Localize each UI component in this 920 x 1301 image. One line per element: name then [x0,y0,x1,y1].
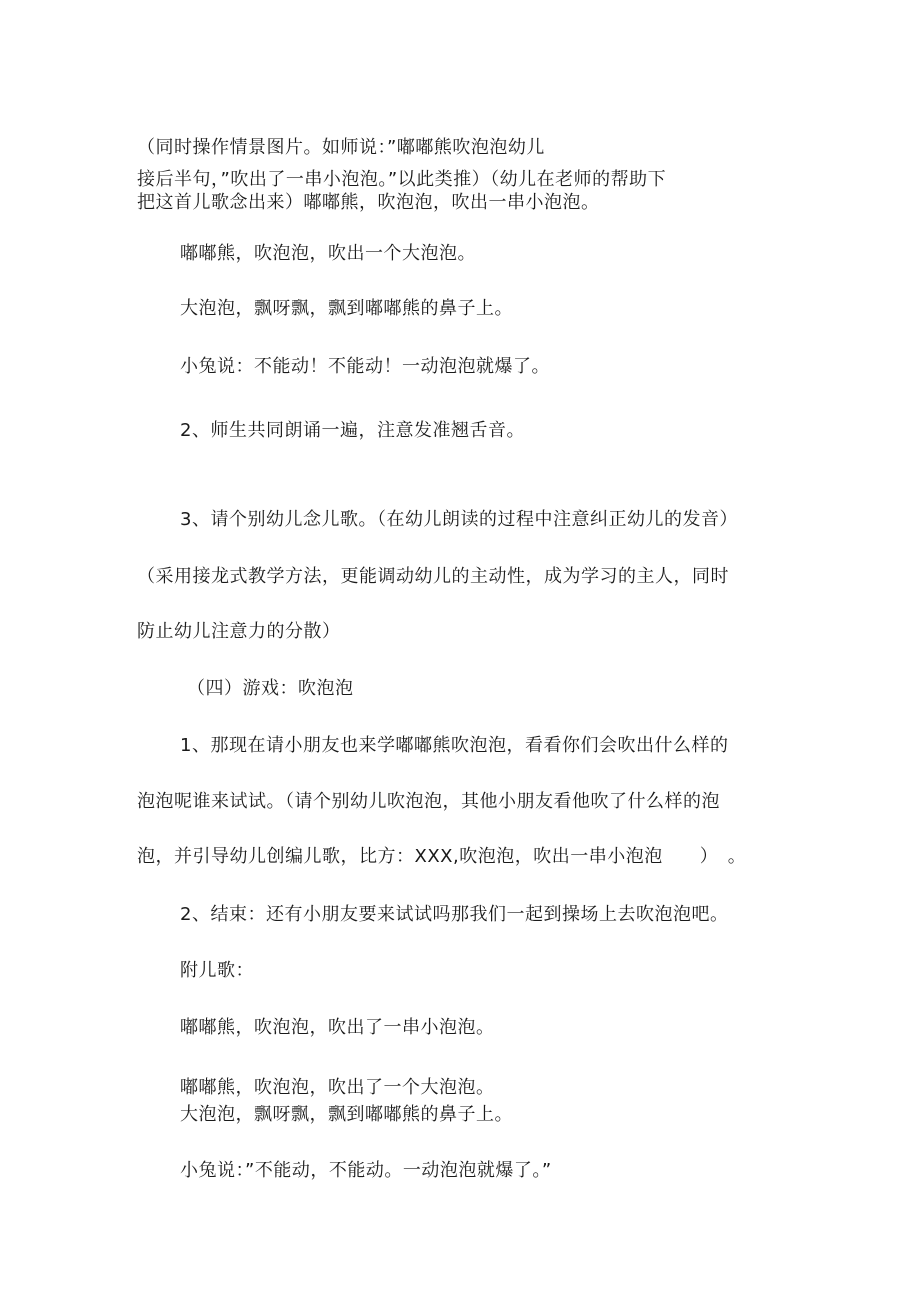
paragraph-line: 附儿歌： [180,960,254,981]
paragraph-line: 接后半句，”吹出了一串小泡泡。”以此类推）（幼儿在老师的帮助下 [137,169,667,190]
poem-line: 嘟嘟熊，吹泡泡，吹出了一个大泡泡。 [180,1077,495,1098]
paragraph-line: 3、请个别幼儿念儿歌。（在幼儿朗读的过程中注意纠正幼儿的发音） [180,509,738,530]
paragraph-line: （同时操作情景图片。如师说：”嘟嘟熊吹泡泡幼儿 [137,137,545,158]
paragraph-line: 防止幼儿注意力的分散） [137,621,341,642]
paragraph-line: 2、师生共同朗诵一遍，注意发准翘舌音。 [180,420,525,441]
paragraph-line: 嘟嘟熊，吹泡泡，吹出一个大泡泡。 [180,243,476,264]
paragraph-line: 把这首儿歌念出来）嘟嘟熊，吹泡泡，吹出一串小泡泡。 [137,192,600,213]
poem-line: 小兔说：”不能动，不能动。一动泡泡就爆了。” [180,1160,552,1181]
section-heading: （四）游戏：吹泡泡 [187,678,354,699]
paragraph-line: 2、结束：还有小朋友要来试试吗那我们一起到操场上去吹泡泡吧。 [180,904,729,925]
paragraph-line: （采用接龙式教学方法，更能调动幼儿的主动性，成为学习的主人，同时 [137,566,729,587]
paragraph-line: 1、那现在请小朋友也来学嘟嘟熊吹泡泡，看看你们会吹出什么样的 [180,735,729,756]
paragraph-line: 小兔说：不能动！不能动！一动泡泡就爆了。 [180,356,550,377]
paragraph-line: 泡泡呢谁来试试。（请个别幼儿吹泡泡，其他小朋友看他吹了什么样的泡 [137,791,720,812]
paragraph-line: 泡，并引导幼儿创编儿歌，比方：XXX,吹泡泡，吹出一串小泡泡 ） 。 [137,846,747,867]
paragraph-line: 大泡泡，飘呀飘，飘到嘟嘟熊的鼻子上。 [180,298,513,319]
poem-line: 嘟嘟熊，吹泡泡，吹出了一串小泡泡。 [180,1017,495,1038]
poem-line: 大泡泡，飘呀飘，飘到嘟嘟熊的鼻子上。 [180,1104,513,1125]
